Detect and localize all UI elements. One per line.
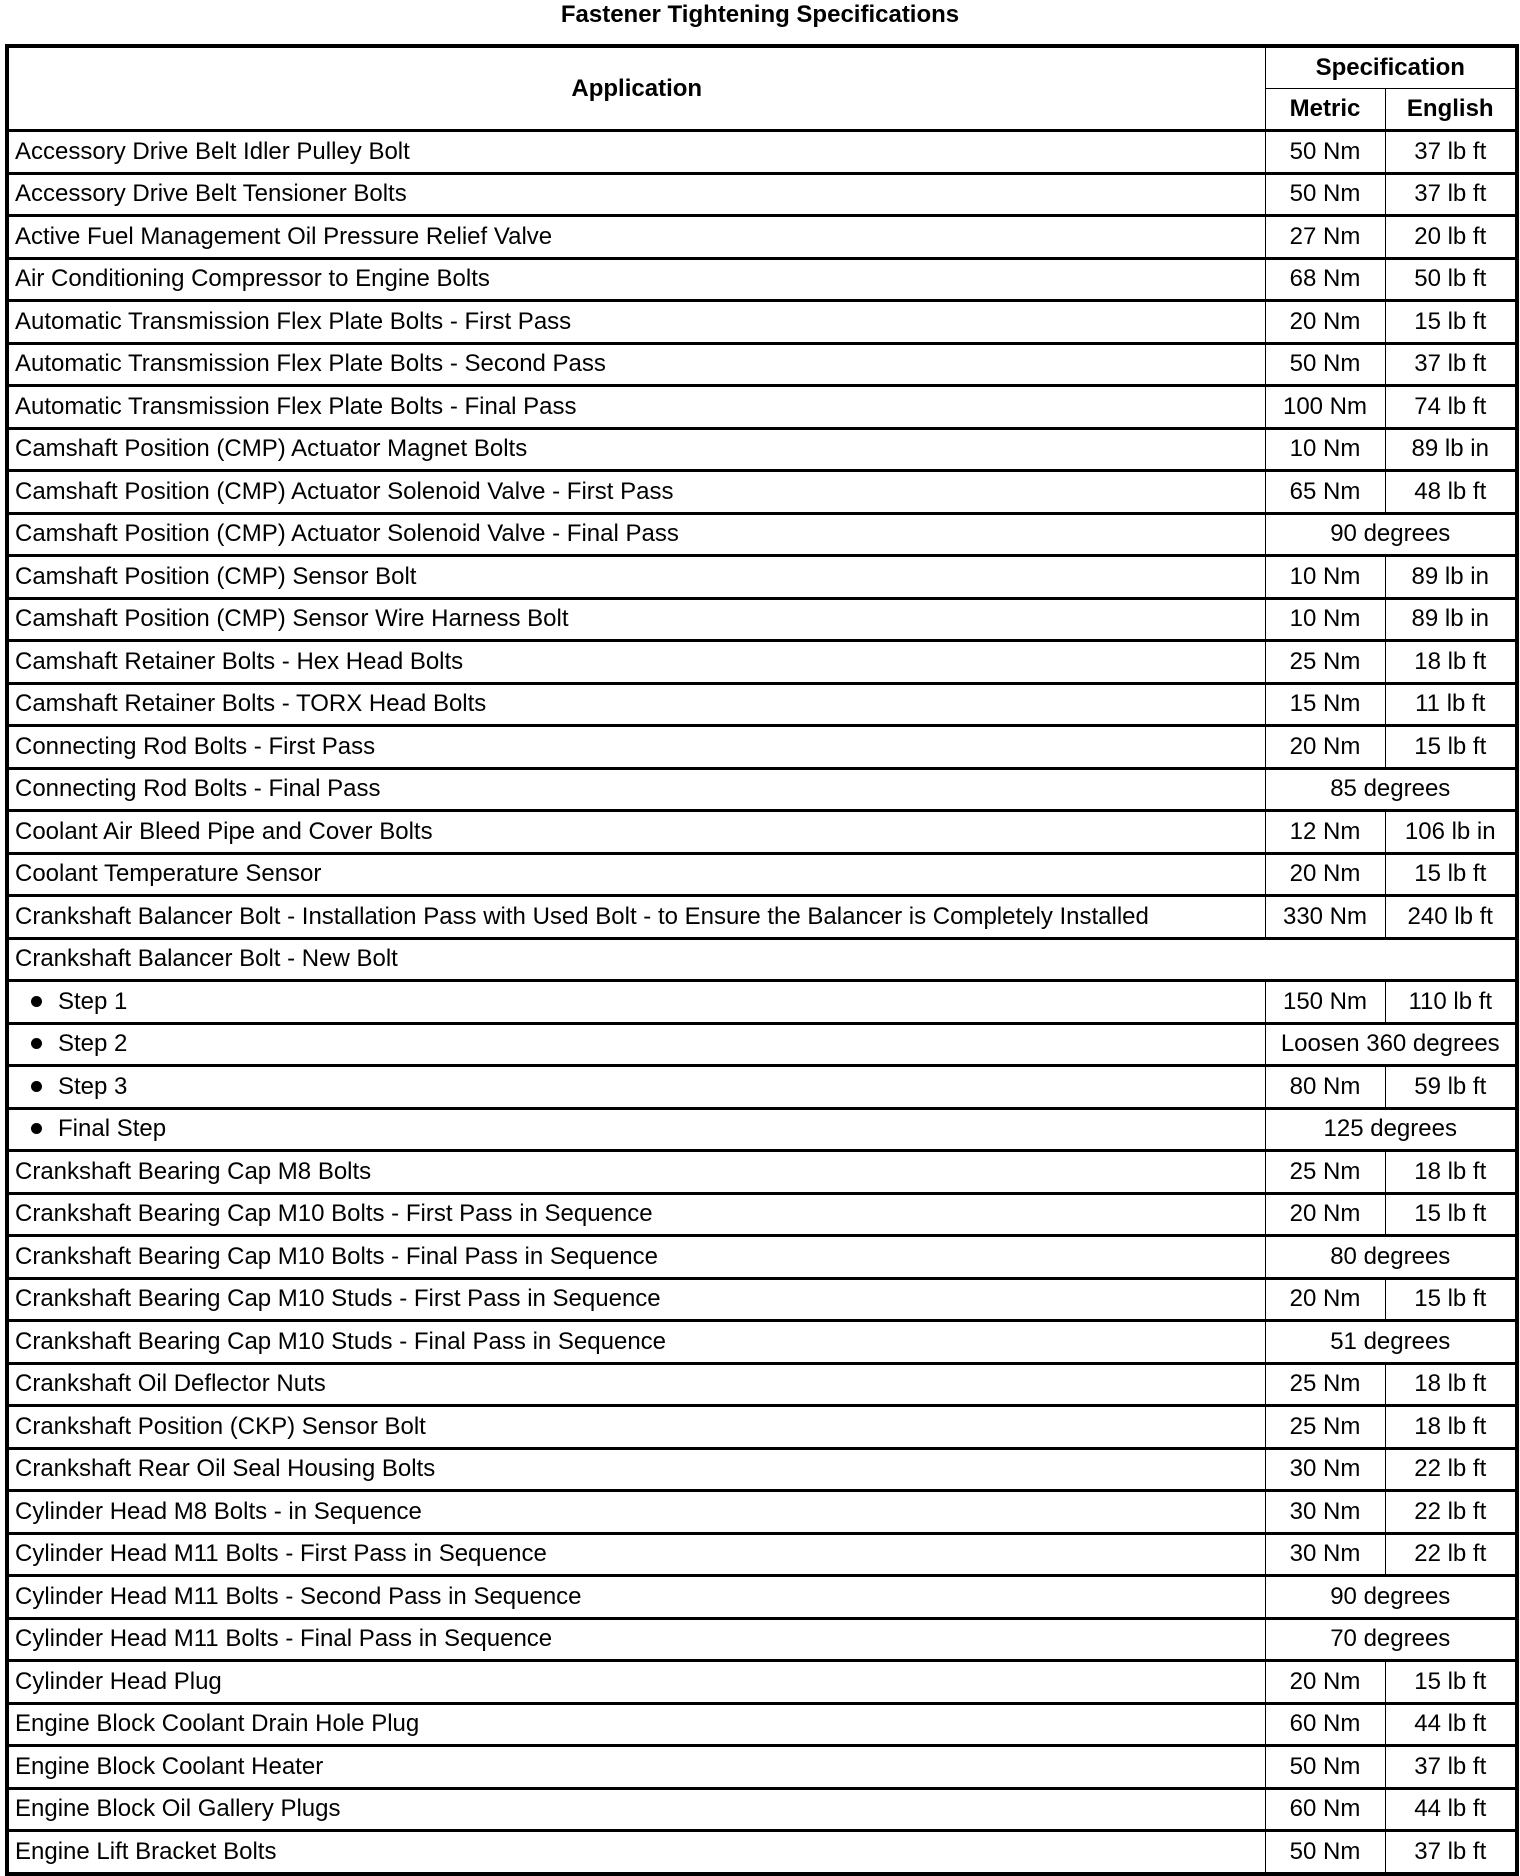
- application-cell: [7, 683, 1265, 726]
- combined-spec-cell: 85 degrees: [1265, 768, 1517, 811]
- table-row: [7, 768, 1517, 811]
- english-cell: 22 lb ft: [1385, 1491, 1517, 1534]
- table-row: [7, 1023, 1517, 1066]
- metric-cell: 20 Nm: [1265, 301, 1385, 344]
- application-cell: [7, 598, 1265, 641]
- application-label: Camshaft Position (CMP) Actuator Magnet Bolts: [15, 435, 528, 463]
- combined-spec-cell: 70 degrees: [1265, 1618, 1517, 1661]
- english-cell: 15 lb ft: [1385, 1661, 1517, 1704]
- metric-cell: 25 Nm: [1265, 1151, 1385, 1194]
- metric-cell: 20 Nm: [1265, 1661, 1385, 1704]
- application-label: Engine Block Coolant Heater: [15, 1752, 324, 1780]
- application-label: Camshaft Retainer Bolts - Hex Head Bolts: [15, 647, 464, 675]
- application-label: Crankshaft Balancer Bolt - New Bolt: [15, 945, 398, 973]
- application-label: Step 3: [58, 1072, 128, 1100]
- table-row: [7, 1321, 1517, 1364]
- application-label: Step 1: [58, 987, 128, 1015]
- metric-cell: 25 Nm: [1265, 1406, 1385, 1449]
- metric-cell: 30 Nm: [1265, 1491, 1385, 1534]
- english-cell: 44 lb ft: [1385, 1703, 1517, 1746]
- table-row: [7, 1533, 1517, 1576]
- application-label: Connecting Rod Bolts - First Pass: [15, 732, 376, 760]
- english-cell: 11 lb ft: [1385, 683, 1517, 726]
- application-label: Coolant Air Bleed Pipe and Cover Bolts: [15, 817, 433, 845]
- english-cell: 37 lb ft: [1385, 343, 1517, 386]
- metric-cell: 15 Nm: [1265, 683, 1385, 726]
- table-row: [7, 1746, 1517, 1789]
- application-cell: [7, 1278, 1265, 1321]
- header-specification: Specification: [1265, 46, 1517, 89]
- document-title: Fastener Tightening Specifications: [560, 1, 960, 28]
- application-label: Camshaft Position (CMP) Sensor Bolt: [15, 562, 417, 590]
- table-row: [7, 173, 1517, 216]
- english-cell: 89 lb in: [1385, 598, 1517, 641]
- application-cell: [7, 641, 1265, 684]
- application-label: Engine Lift Bracket Bolts: [15, 1837, 277, 1865]
- bullet-icon: [31, 1038, 42, 1049]
- english-cell: 15 lb ft: [1385, 1278, 1517, 1321]
- english-cell: 15 lb ft: [1385, 301, 1517, 344]
- application-label: Accessory Drive Belt Tensioner Bolts: [15, 180, 407, 208]
- application-cell: [7, 1108, 1265, 1151]
- table-row: [7, 1108, 1517, 1151]
- metric-cell: 150 Nm: [1265, 981, 1385, 1024]
- application-cell: [7, 1236, 1265, 1279]
- combined-spec-cell: 125 degrees: [1265, 1108, 1517, 1151]
- table-row: [7, 1703, 1517, 1746]
- application-cell: [7, 1406, 1265, 1449]
- english-cell: 18 lb ft: [1385, 1151, 1517, 1194]
- application-label: Crankshaft Bearing Cap M10 Bolts - First Pass in Sequence: [15, 1200, 653, 1228]
- english-cell: 89 lb in: [1385, 428, 1517, 471]
- metric-cell: 68 Nm: [1265, 258, 1385, 301]
- metric-cell: 60 Nm: [1265, 1703, 1385, 1746]
- header-metric: Metric: [1265, 89, 1385, 131]
- metric-cell: 25 Nm: [1265, 641, 1385, 684]
- application-cell: [7, 1321, 1265, 1364]
- metric-cell: 100 Nm: [1265, 386, 1385, 429]
- english-cell: 37 lb ft: [1385, 131, 1517, 174]
- application-label: Cylinder Head M11 Bolts - First Pass in Sequence: [15, 1540, 547, 1568]
- application-label: Camshaft Position (CMP) Sensor Wire Harness Bolt: [15, 605, 569, 633]
- table-row: [7, 216, 1517, 259]
- table-row: [7, 1151, 1517, 1194]
- application-cell: [7, 258, 1265, 301]
- table-row: [7, 131, 1517, 174]
- table-row: [7, 1448, 1517, 1491]
- application-label: Crankshaft Bearing Cap M10 Studs - First Pass in Sequence: [15, 1285, 661, 1313]
- english-cell: 18 lb ft: [1385, 1406, 1517, 1449]
- table-row: [7, 1066, 1517, 1109]
- table-row: [7, 428, 1517, 471]
- application-label: Connecting Rod Bolts - Final Pass: [15, 775, 381, 803]
- application-cell: [7, 131, 1265, 174]
- application-cell: [7, 1746, 1265, 1789]
- application-cell: [7, 1491, 1265, 1534]
- table-row: [7, 1363, 1517, 1406]
- application-label: Camshaft Position (CMP) Actuator Solenoid Valve - First Pass: [15, 477, 674, 505]
- metric-cell: 60 Nm: [1265, 1788, 1385, 1831]
- english-cell: 50 lb ft: [1385, 258, 1517, 301]
- application-cell: [7, 343, 1265, 386]
- metric-cell: 50 Nm: [1265, 1746, 1385, 1789]
- table-row: [7, 853, 1517, 896]
- application-cell: [7, 811, 1265, 854]
- table-row: [7, 301, 1517, 344]
- application-cell: [7, 1576, 1265, 1619]
- application-label: Crankshaft Bearing Cap M10 Studs - Final Pass in Sequence: [15, 1327, 667, 1355]
- application-cell: [7, 556, 1265, 599]
- metric-cell: 10 Nm: [1265, 598, 1385, 641]
- table-row: [7, 1661, 1517, 1704]
- metric-cell: 27 Nm: [1265, 216, 1385, 259]
- metric-cell: 50 Nm: [1265, 131, 1385, 174]
- metric-cell: 20 Nm: [1265, 1278, 1385, 1321]
- combined-spec-cell: Loosen 360 degrees: [1265, 1023, 1517, 1066]
- application-label: Step 2: [58, 1030, 128, 1058]
- english-cell: 74 lb ft: [1385, 386, 1517, 429]
- application-label: Automatic Transmission Flex Plate Bolts - Final Pass: [15, 392, 577, 420]
- metric-cell: 20 Nm: [1265, 726, 1385, 769]
- application-label: Crankshaft Bearing Cap M10 Bolts - Final Pass in Sequence: [15, 1242, 658, 1270]
- bullet-icon: [31, 996, 42, 1007]
- specifications-table: [5, 44, 1519, 1876]
- application-label: Crankshaft Oil Deflector Nuts: [15, 1370, 326, 1398]
- application-cell: [7, 853, 1265, 896]
- combined-spec-cell: 90 degrees: [1265, 1576, 1517, 1619]
- table-row: [7, 1193, 1517, 1236]
- metric-cell: 30 Nm: [1265, 1533, 1385, 1576]
- metric-cell: 65 Nm: [1265, 471, 1385, 514]
- table-row: [7, 386, 1517, 429]
- metric-cell: 30 Nm: [1265, 1448, 1385, 1491]
- application-cell: [7, 1363, 1265, 1406]
- application-label: Coolant Temperature Sensor: [15, 860, 322, 888]
- table-row: [7, 1788, 1517, 1831]
- header-application: Application: [571, 74, 703, 102]
- application-label: Engine Block Coolant Drain Hole Plug: [15, 1710, 420, 1738]
- table-row: [7, 1491, 1517, 1534]
- table-row: [7, 938, 1517, 981]
- application-label: Accessory Drive Belt Idler Pulley Bolt: [15, 137, 410, 165]
- table-row: [7, 1278, 1517, 1321]
- application-cell: [7, 768, 1265, 811]
- application-cell: [7, 1618, 1265, 1661]
- english-cell: 15 lb ft: [1385, 726, 1517, 769]
- application-label: Cylinder Head M11 Bolts - Final Pass in Sequence: [15, 1625, 553, 1653]
- application-cell: [7, 1193, 1265, 1236]
- english-cell: 48 lb ft: [1385, 471, 1517, 514]
- metric-cell: 50 Nm: [1265, 1831, 1385, 1874]
- table-row: [7, 258, 1517, 301]
- english-cell: 15 lb ft: [1385, 853, 1517, 896]
- bullet-icon: [31, 1123, 42, 1134]
- table-row: [7, 726, 1517, 769]
- application-label: Air Conditioning Compressor to Engine Bolts: [15, 265, 490, 293]
- application-label: Camshaft Position (CMP) Actuator Solenoid Valve - Final Pass: [15, 520, 679, 548]
- combined-spec-cell: 51 degrees: [1265, 1321, 1517, 1364]
- application-cell: [7, 428, 1265, 471]
- application-cell: [7, 1151, 1265, 1194]
- application-cell: [7, 1703, 1265, 1746]
- application-label: Engine Block Oil Gallery Plugs: [15, 1795, 341, 1823]
- bullet-icon: [31, 1081, 42, 1092]
- metric-cell: 12 Nm: [1265, 811, 1385, 854]
- application-label: Cylinder Head Plug: [15, 1667, 222, 1695]
- application-cell: [7, 1788, 1265, 1831]
- application-label: Crankshaft Bearing Cap M8 Bolts: [15, 1157, 372, 1185]
- english-cell: 37 lb ft: [1385, 1746, 1517, 1789]
- application-cell: [7, 513, 1265, 556]
- table-row: [7, 471, 1517, 514]
- table-row: [7, 896, 1517, 939]
- table-row: [7, 1831, 1517, 1874]
- table-body: [7, 131, 1517, 1874]
- combined-spec-cell: 90 degrees: [1265, 513, 1517, 556]
- metric-cell: 20 Nm: [1265, 853, 1385, 896]
- table-row: [7, 1618, 1517, 1661]
- english-cell: 59 lb ft: [1385, 1066, 1517, 1109]
- application-label: Automatic Transmission Flex Plate Bolts - Second Pass: [15, 350, 606, 378]
- table-row: [7, 513, 1517, 556]
- english-cell: 18 lb ft: [1385, 641, 1517, 684]
- application-cell: [7, 1448, 1265, 1491]
- application-label: Camshaft Retainer Bolts - TORX Head Bolts: [15, 690, 487, 718]
- application-label: Cylinder Head M8 Bolts - in Sequence: [15, 1497, 422, 1525]
- english-cell: 15 lb ft: [1385, 1193, 1517, 1236]
- application-cell: [7, 726, 1265, 769]
- application-cell: [7, 1533, 1265, 1576]
- metric-cell: 20 Nm: [1265, 1193, 1385, 1236]
- table-row: [7, 556, 1517, 599]
- application-cell: [7, 1023, 1265, 1066]
- metric-cell: 10 Nm: [1265, 428, 1385, 471]
- header-english: English: [1385, 89, 1517, 131]
- application-label: Cylinder Head M11 Bolts - Second Pass in Sequence: [15, 1582, 582, 1610]
- application-label: Crankshaft Rear Oil Seal Housing Bolts: [15, 1455, 436, 1483]
- application-label: Crankshaft Balancer Bolt - Installation Pass with Used Bolt - to Ensure the Balancer is Completely Installed: [15, 902, 1149, 930]
- english-cell: 22 lb ft: [1385, 1448, 1517, 1491]
- application-cell: [7, 173, 1265, 216]
- application-label: Automatic Transmission Flex Plate Bolts - First Pass: [15, 307, 572, 335]
- application-cell: [7, 896, 1265, 939]
- application-cell: [7, 1066, 1265, 1109]
- english-cell: 22 lb ft: [1385, 1533, 1517, 1576]
- english-cell: 89 lb in: [1385, 556, 1517, 599]
- table-row: [7, 981, 1517, 1024]
- application-cell: [7, 938, 1517, 981]
- application-label: Final Step: [58, 1115, 167, 1143]
- table-row: [7, 1576, 1517, 1619]
- application-cell: [7, 471, 1265, 514]
- metric-cell: 10 Nm: [1265, 556, 1385, 599]
- english-cell: 37 lb ft: [1385, 173, 1517, 216]
- application-cell: [7, 386, 1265, 429]
- table-row: [7, 811, 1517, 854]
- application-cell: [7, 981, 1265, 1024]
- table-row: [7, 641, 1517, 684]
- metric-cell: 80 Nm: [1265, 1066, 1385, 1109]
- english-cell: 20 lb ft: [1385, 216, 1517, 259]
- metric-cell: 25 Nm: [1265, 1363, 1385, 1406]
- english-cell: 18 lb ft: [1385, 1363, 1517, 1406]
- english-cell: 44 lb ft: [1385, 1788, 1517, 1831]
- application-cell: [7, 301, 1265, 344]
- application-label: Active Fuel Management Oil Pressure Relief Valve: [15, 222, 553, 250]
- table-row: [7, 683, 1517, 726]
- english-cell: 240 lb ft: [1385, 896, 1517, 939]
- english-cell: 110 lb ft: [1385, 981, 1517, 1024]
- table-row: [7, 343, 1517, 386]
- metric-cell: 330 Nm: [1265, 896, 1385, 939]
- english-cell: 106 lb in: [1385, 811, 1517, 854]
- application-cell: [7, 1661, 1265, 1704]
- table-row: [7, 598, 1517, 641]
- application-label: Crankshaft Position (CKP) Sensor Bolt: [15, 1412, 426, 1440]
- table-row: [7, 1406, 1517, 1449]
- combined-spec-cell: 80 degrees: [1265, 1236, 1517, 1279]
- metric-cell: 50 Nm: [1265, 343, 1385, 386]
- table-row: [7, 1236, 1517, 1279]
- application-cell: [7, 216, 1265, 259]
- english-cell: 37 lb ft: [1385, 1831, 1517, 1874]
- metric-cell: 50 Nm: [1265, 173, 1385, 216]
- application-cell: [7, 1831, 1265, 1874]
